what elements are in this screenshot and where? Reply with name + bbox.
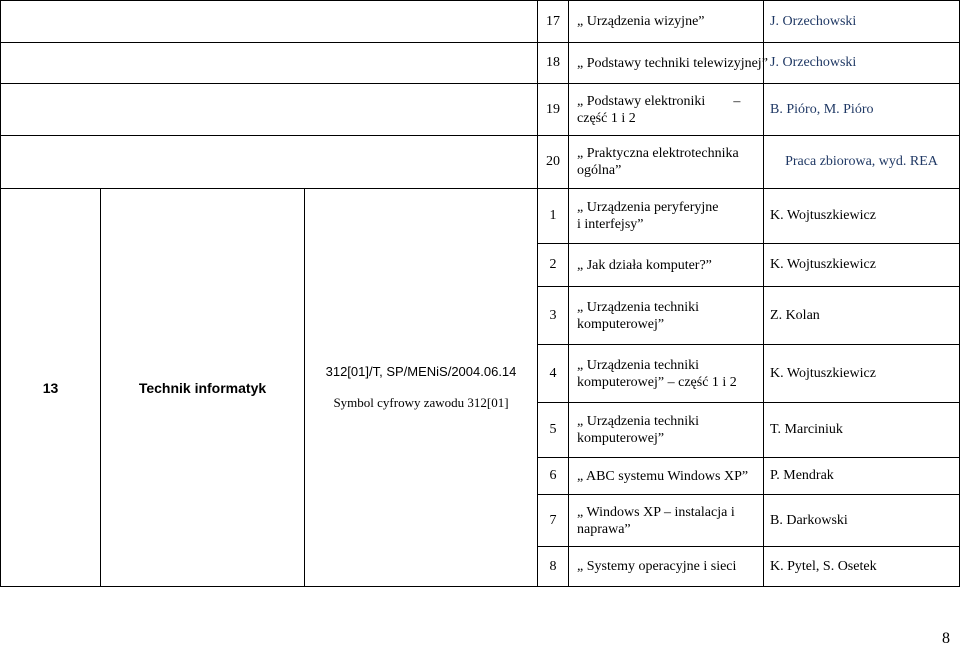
book-author: Z. Kolan [764, 287, 960, 345]
book-title-line: i interfejsy” [577, 217, 644, 232]
book-title-line: „ Podstawy elektroniki – [577, 93, 741, 109]
book-title-line: „ Urządzenia techniki [577, 299, 700, 315]
group-number: 13 [1, 189, 101, 587]
row-number: 20 [538, 136, 569, 189]
table-row [1, 1, 960, 43]
book-title [569, 189, 764, 244]
profession-code-cell [305, 189, 538, 587]
book-title-line: „ Jak działa komputer?” [577, 257, 712, 273]
book-title [569, 345, 764, 403]
book-title-line: „ Urządzenia peryferyjne [577, 200, 719, 215]
row-number: 8 [538, 547, 569, 587]
book-title-line: część 1 i 2 [577, 110, 636, 126]
book-title-line: „ Urządzenia techniki [577, 414, 700, 429]
book-author: P. Mendrak [764, 458, 960, 495]
book-author: K. Pytel, S. Osetek [764, 547, 960, 587]
book-title [569, 1, 764, 43]
row-number: 17 [538, 1, 569, 43]
row-number: 2 [538, 244, 569, 287]
book-title [569, 458, 764, 495]
table-row [1, 43, 960, 84]
book-author: K. Wojtuszkiewicz [764, 244, 960, 287]
table-row [1, 189, 960, 244]
book-title [569, 495, 764, 547]
program-code: 312[01]/T, SP/MENiS/2004.06.14 [325, 364, 517, 379]
book-author: K. Wojtuszkiewicz [764, 189, 960, 244]
book-author: Praca zbiorowa, wyd. REA [764, 136, 960, 189]
title-dash: – [733, 93, 741, 109]
book-author: J. Orzechowski [764, 1, 960, 43]
profession-name: Technik informatyk [101, 189, 305, 587]
book-title-line: „ Urządzenia techniki [577, 357, 700, 373]
empty-cell [1, 136, 538, 189]
row-number: 7 [538, 495, 569, 547]
book-title [569, 136, 764, 189]
book-title-line: naprawa” [577, 521, 631, 537]
book-title-line: komputerowej” [577, 316, 665, 332]
table-row [1, 136, 960, 189]
book-title-line: „ Systemy operacyjne i sieci [577, 559, 737, 574]
book-title-line: „ Podstawy techniki telewizyjnej” [577, 55, 768, 71]
book-title [569, 43, 768, 84]
book-title-line: komputerowej” – część 1 i 2 [577, 374, 737, 390]
page-number: 8 [942, 630, 950, 647]
profession-symbol: Symbol cyfrowy zawodu 312[01] [333, 395, 509, 410]
book-title [569, 287, 764, 345]
row-number: 6 [538, 458, 569, 495]
book-title-line: komputerowej” [577, 431, 665, 446]
row-number: 18 [538, 43, 569, 84]
book-title [569, 403, 764, 458]
book-author: B. Pióro, M. Pióro [764, 84, 960, 136]
empty-cell [1, 84, 538, 136]
book-author: B. Darkowski [764, 495, 960, 547]
book-title [569, 84, 764, 136]
book-title-line: „ ABC systemu Windows XP” [577, 468, 749, 484]
row-number: 4 [538, 345, 569, 403]
book-title-line: „ Urządzenia wizyjne” [577, 14, 705, 29]
book-title-line: „ Praktyczna elektrotechnika [577, 146, 739, 161]
book-title [569, 547, 764, 587]
empty-cell [1, 43, 538, 84]
empty-cell [1, 1, 538, 43]
row-number: 1 [538, 189, 569, 244]
row-number: 3 [538, 287, 569, 345]
table-row [1, 84, 960, 136]
book-author: T. Marciniuk [764, 403, 960, 458]
book-author: K. Wojtuszkiewicz [764, 345, 960, 403]
book-title-line: ogólna” [577, 163, 622, 178]
book-title-line: „ Windows XP – instalacja i [577, 504, 735, 520]
book-author: J. Orzechowski [764, 43, 960, 84]
row-number: 19 [538, 84, 569, 136]
book-title [569, 244, 764, 287]
row-number: 5 [538, 403, 569, 458]
